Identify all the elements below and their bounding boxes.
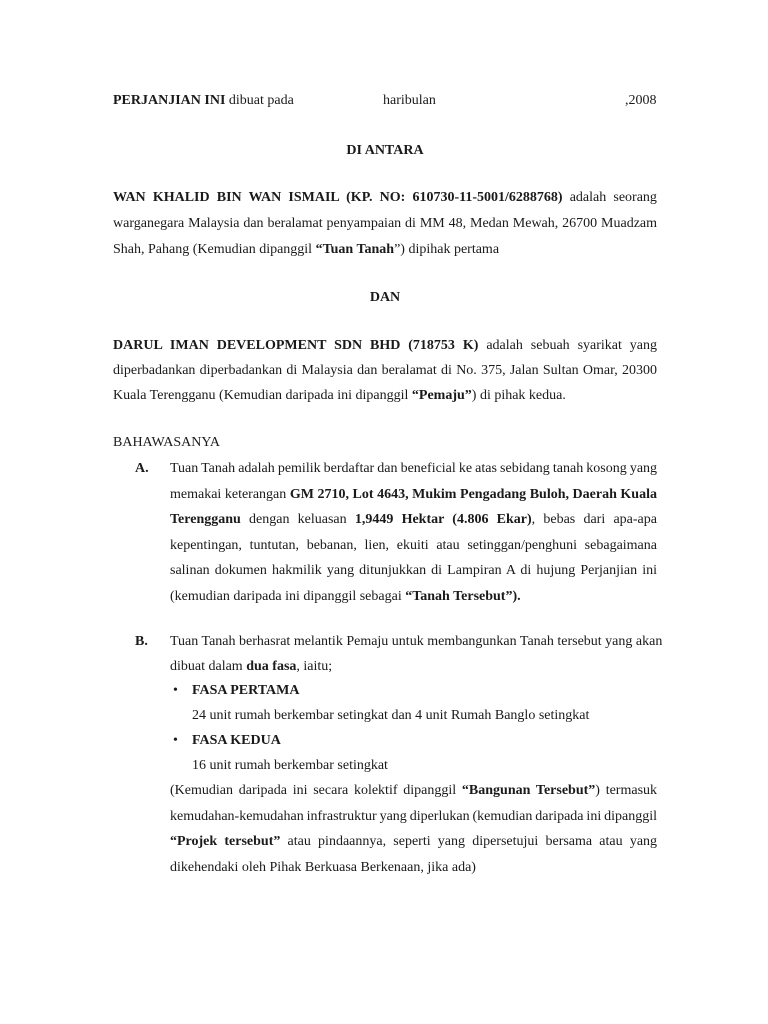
bold-text: “Projek tersebut” xyxy=(170,834,281,849)
text: Tuan Tanah berhasrat melantik Pemaju untuk membangunkan Tanah tersebut yang akan xyxy=(170,634,663,649)
di-antara-heading: DI ANTARA xyxy=(346,143,424,158)
clause-a-line xyxy=(170,537,657,555)
bold-text: Terengganu xyxy=(170,512,241,527)
text: adalah seorang xyxy=(562,190,657,205)
clause-b-tail-line xyxy=(170,833,657,851)
agreement-title: PERJANJIAN INI xyxy=(113,93,226,108)
text: (Kemudian daripada ini secara kolektif dipanggil xyxy=(170,783,462,798)
dan-heading: DAN xyxy=(369,290,401,305)
text: kepentingan, tuntutan, bebanan, lien, ekuiti atau setinggan/penghuni sebagaimana xyxy=(170,537,657,553)
clause-a-line xyxy=(170,460,657,478)
bold-text: “Tanah Tersebut”). xyxy=(405,588,521,604)
clause-a-line xyxy=(170,562,657,580)
party2-line xyxy=(113,337,657,355)
phase-title: FASA KEDUA xyxy=(192,733,281,748)
clause-a-line xyxy=(170,511,657,529)
haribulan-text: haribulan xyxy=(383,93,436,108)
text: atau pindaannya, seperti yang dipersetujui bersama atau yang xyxy=(280,834,658,849)
party2-line xyxy=(113,387,566,405)
text: dibuat dalam xyxy=(170,659,247,674)
bold-text: “Bangunan Tersebut” xyxy=(461,783,596,798)
text: , iaitu; xyxy=(296,659,333,674)
clause-b-line xyxy=(170,633,662,651)
text: memakai keterangan xyxy=(170,486,290,502)
agreement-opening xyxy=(113,92,294,110)
text: salinan dokumen hakmilik yang ditunjukkan di Lampiran A di hujung Perjanjian ini xyxy=(170,563,658,578)
party2-line xyxy=(113,362,657,380)
dated-text: dibuat pada xyxy=(228,93,294,108)
clause-b-tail-line xyxy=(170,782,657,800)
phase-title: FASA PERTAMA xyxy=(192,683,300,698)
bullet-icon: • xyxy=(173,683,178,698)
party1-line xyxy=(113,215,657,233)
text: dikehendaki oleh Pihak Berkuasa Berkenaan, jika ada) xyxy=(170,859,476,875)
clause-a-label: A. xyxy=(135,461,149,476)
text: (kemudian daripada ini dipanggil sebagai xyxy=(170,588,406,604)
bahawasanya-heading: BAHAWASANYA xyxy=(113,435,220,450)
bold-text: “Pemaju” xyxy=(411,388,472,403)
clause-b-tail-line xyxy=(170,808,657,826)
year-text: ,2008 xyxy=(625,93,657,108)
clause-b-line xyxy=(170,658,332,676)
bullet-icon: • xyxy=(173,733,178,748)
party1-line xyxy=(113,241,499,259)
text: Kuala Terengganu (Kemudian daripada ini dipanggil xyxy=(113,388,412,403)
phase-description: 16 unit rumah berkembar setingkat xyxy=(192,758,388,773)
text: Shah, Pahang (Kemudian dipanggil xyxy=(113,242,316,257)
text: warganegara Malaysia dan beralamat penyampaian di MM 48, Medan Mewah, 26700 Muadzam xyxy=(113,216,658,231)
text: dengan keluasan xyxy=(240,512,355,527)
text: diperbadankan diperbadankan di Malaysia dan beralamat di No. 375, Jalan Sultan Omar, 20300 xyxy=(113,363,658,378)
phase-description: 24 unit rumah berkembar setingkat dan 4 unit Rumah Banglo setingkat xyxy=(192,708,590,723)
bold-text: dua fasa xyxy=(246,659,297,674)
text: ) di pihak kedua. xyxy=(471,388,566,403)
clause-a-line xyxy=(170,486,657,504)
text: ) termasuk xyxy=(595,783,658,798)
clause-a-line xyxy=(170,588,521,606)
bold-text: GM 2710, Lot 4643, Mukim Pengadang Buloh, Daerah Kuala xyxy=(289,486,657,502)
bold-text: WAN KHALID BIN WAN ISMAIL (KP. NO: 610730-11-5001/6288768) xyxy=(113,190,563,205)
bold-text: DARUL IMAN DEVELOPMENT SDN BHD (718753 K) xyxy=(113,338,479,353)
text: adalah sebuah syarikat yang xyxy=(478,338,658,353)
bold-text: “Tuan Tanah xyxy=(315,242,395,257)
text: Tuan Tanah adalah pemilik berdaftar dan beneficial ke atas sebidang tanah kosong yang xyxy=(170,461,658,476)
text: , bebas dari apa-apa xyxy=(531,512,657,527)
clause-b-tail-line xyxy=(170,859,476,877)
text: kemudahan-kemudahan infrastruktur yang diperlukan (kemudian daripada ini dipanggil xyxy=(170,808,658,824)
text: ”) dipihak pertama xyxy=(394,242,500,257)
party1-line xyxy=(113,189,657,207)
bold-text: 1,9449 Hektar (4.806 Ekar) xyxy=(354,512,532,527)
clause-b-label: B. xyxy=(135,634,148,649)
